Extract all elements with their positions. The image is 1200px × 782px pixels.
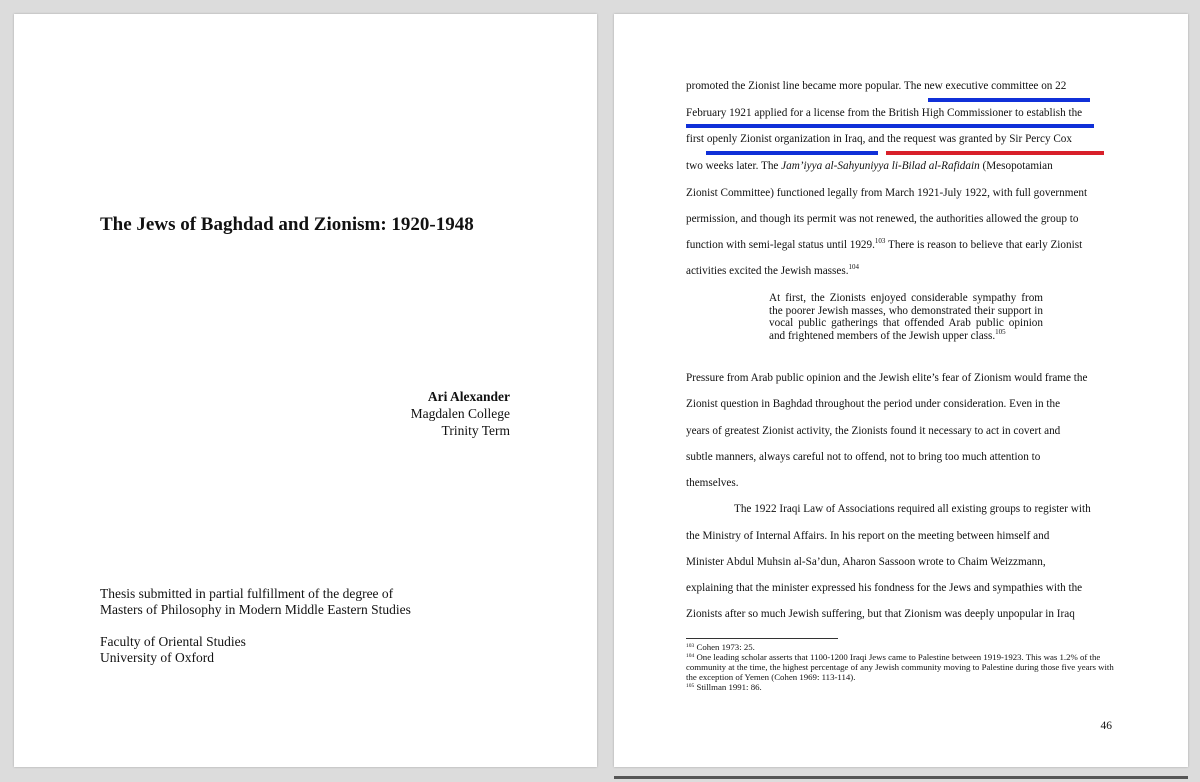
thesis-line-1: Thesis submitted in partial fulfillment of the degree of bbox=[100, 586, 394, 601]
author-name: Ari Alexander bbox=[427, 389, 510, 404]
body-line: Pressure from Arab public opinion and the Jewish elite’s fear of Zionism would frame the bbox=[686, 372, 1088, 384]
thesis-title: The Jews of Baghdad and Zionism: 1920-1948 bbox=[100, 214, 474, 235]
footnote-ref[interactable]: 105 bbox=[995, 327, 1006, 336]
footnote-number: 103 bbox=[686, 643, 695, 649]
footnote-text: One leading scholar asserts that 1100-1200 Iraqi Jews came to Palestine between 1919-1923. This was 1.2% of the community at the time, the highest percentage of any Jewish community moving to Palestine during those five years with the exception of Yemen (Cohen 1969: 113-114). bbox=[686, 652, 1114, 682]
body-line: first openly Zionist organization in Iraq, and the request was granted by Sir Percy Cox bbox=[686, 133, 1072, 145]
body-text: function with semi-legal status until 1929. bbox=[686, 239, 875, 251]
footnotes bbox=[686, 642, 1126, 692]
body-line: subtle manners, always careful not to offend, not to bring too much attention to bbox=[686, 451, 1041, 463]
footnote-divider bbox=[686, 638, 838, 639]
body-line: themselves. bbox=[686, 477, 739, 489]
university-name: University of Oxford bbox=[100, 650, 214, 665]
blue-underline bbox=[706, 151, 878, 155]
body-line: promoted the Zionist line became more popular. The new executive committee on 22 bbox=[686, 80, 1067, 92]
footnote-text: Cohen 1973: 25. bbox=[694, 642, 755, 652]
author-block bbox=[411, 388, 510, 439]
footnote-number: 104 bbox=[686, 653, 695, 659]
body-line: permission, and though its permit was not renewed, the authorities allowed the group to bbox=[686, 213, 1079, 225]
organization-name: Jam’iyya al-Sahyuniyya li-Bilad al-Rafidain bbox=[781, 160, 980, 172]
body-text: There is reason to believe that early Zionist bbox=[885, 239, 1083, 251]
body-line: the Ministry of Internal Affairs. In his report on the meeting between himself and bbox=[686, 530, 1050, 542]
thesis-line-2: Masters of Philosophy in Modern Middle Eastern Studies bbox=[100, 602, 411, 617]
body-line: February 1921 applied for a license from the British High Commissioner to establish the bbox=[686, 107, 1083, 119]
faculty-name: Faculty of Oriental Studies bbox=[100, 634, 246, 649]
footnote bbox=[686, 652, 1126, 682]
footnote-ref[interactable]: 103 bbox=[874, 237, 886, 245]
body-line bbox=[686, 265, 859, 277]
body-line: years of greatest Zionist activity, the Zionists found it necessary to act in covert and bbox=[686, 425, 1061, 437]
blue-underline bbox=[928, 98, 1090, 102]
footnote-ref[interactable]: 104 bbox=[848, 263, 859, 271]
body-line: Zionists after so much Jewish suffering, but that Zionism was deeply unpopular in Iraq bbox=[686, 608, 1075, 620]
body-line bbox=[686, 160, 1053, 172]
page-number: 46 bbox=[1100, 720, 1112, 732]
content-page bbox=[614, 14, 1188, 767]
title-page bbox=[14, 14, 597, 767]
body-line: Zionist Committee) functioned legally from March 1921-July 1922, with full government bbox=[686, 187, 1088, 199]
body-text: two weeks later. The bbox=[686, 160, 782, 172]
body-text: (Mesopotamian bbox=[979, 160, 1053, 172]
term-name: Trinity Term bbox=[441, 423, 510, 438]
quote-text: At first, the Zionists enjoyed considerable sympathy from the poorer Jewish masses, who demonstrated their support in vocal public gatherings that offended Arab public opinion and frightened members of the Jewish upper class. bbox=[769, 292, 1043, 342]
footnote bbox=[686, 682, 1126, 692]
body-line: explaining that the minister expressed his fondness for the Jews and sympathies with the bbox=[686, 582, 1083, 594]
footnote-number: 105 bbox=[686, 683, 695, 689]
body-line: Minister Abdul Muhsin al-Sa’dun, Aharon Sassoon wrote to Chaim Weizzmann, bbox=[686, 556, 1046, 568]
college-name: Magdalen College bbox=[410, 406, 510, 421]
body-text: activities excited the Jewish masses. bbox=[686, 265, 849, 277]
next-page-edge bbox=[614, 776, 1188, 779]
body-line: The 1922 Iraqi Law of Associations required all existing groups to register with bbox=[734, 503, 1091, 515]
body-line bbox=[686, 239, 1082, 251]
thesis-statement bbox=[100, 586, 411, 666]
block-quote bbox=[769, 292, 1043, 342]
body-line: Zionist question in Baghdad throughout the period under consideration. Even in the bbox=[686, 398, 1061, 410]
red-underline bbox=[886, 151, 1104, 155]
footnote bbox=[686, 642, 1126, 652]
blue-underline bbox=[686, 124, 1094, 128]
footnote-text: Stillman 1991: 86. bbox=[694, 682, 762, 692]
